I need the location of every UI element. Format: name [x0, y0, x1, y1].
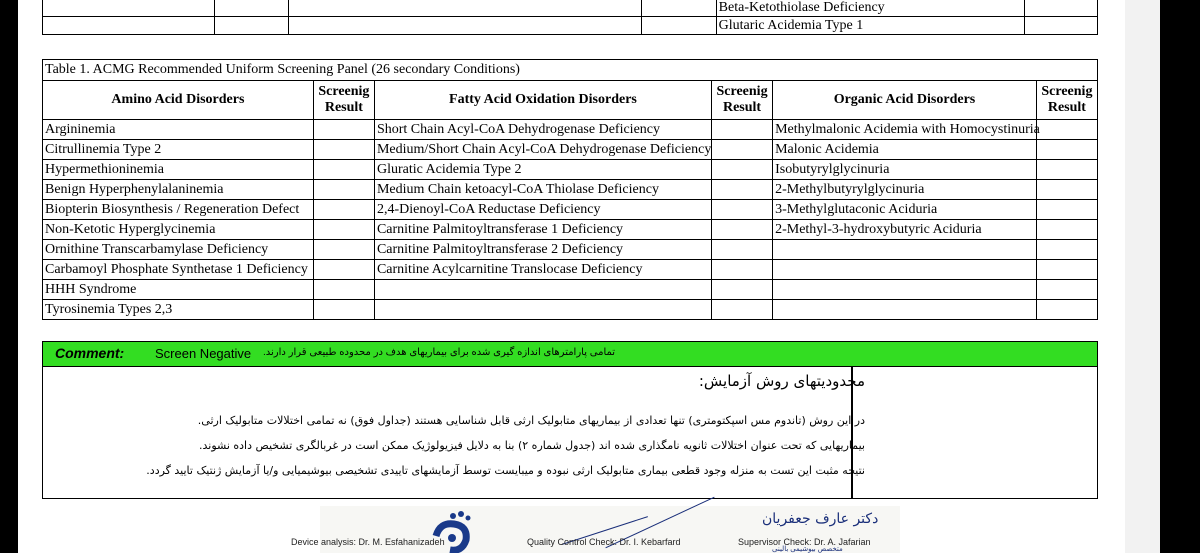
table-cell: 2,4-Dienoyl-CoA Reductase Deficiency	[374, 200, 711, 220]
table-cell	[374, 280, 711, 300]
comment-bar	[42, 341, 1098, 367]
table-cell	[773, 280, 1037, 300]
table-cell: Argininemia	[43, 120, 314, 140]
table-cell: 2-Methyl-3-hydroxybutyric Aciduria	[773, 220, 1037, 240]
screening-result-cell	[1036, 300, 1097, 320]
screening-result-cell	[313, 240, 374, 260]
screening-result-cell	[1036, 260, 1097, 280]
header-fatty: Fatty Acid Oxidation Disorders	[374, 81, 711, 120]
table-cell: Methylmalonic Acidemia with Homocystinuria	[773, 120, 1037, 140]
screening-result-cell	[313, 200, 374, 220]
table-row	[43, 120, 1098, 140]
table-row	[43, 240, 1098, 260]
table-cell: Non-Ketotic Hyperglycinemia	[43, 220, 314, 240]
screening-result-cell	[1036, 200, 1097, 220]
table-cell: Hypermethioninemia	[43, 160, 314, 180]
screening-result-cell	[712, 300, 773, 320]
comment-value: Screen Negative	[155, 346, 252, 361]
screening-result-cell	[712, 240, 773, 260]
screening-result-cell	[313, 220, 374, 240]
table-cell: HHH Syndrome	[43, 280, 314, 300]
header-screening-result: Screenig Result	[712, 81, 773, 120]
screening-result-cell	[313, 120, 374, 140]
screening-result-cell	[313, 300, 374, 320]
screening-result-cell	[1036, 120, 1097, 140]
table-cell: Medium/Short Chain Acyl-CoA Dehydrogenase Deficiency	[374, 140, 711, 160]
table-caption: Table 1. ACMG Recommended Uniform Screening Panel (26 secondary Conditions)	[43, 60, 1098, 81]
limitations-line: در این روش (تاندوم مس اسپکتومتری) تنها تعدادی از بیماریهای متابولیک ارثی قابل شناسایی هستند (جداول فوق) نه تمامی اختلالات متابولیک ارثی.	[197, 414, 865, 427]
table-row	[43, 0, 1098, 17]
screening-result-cell	[1036, 180, 1097, 200]
table-cell: Biopterin Biosynthesis / Regeneration Defect	[43, 200, 314, 220]
screening-result-cell	[313, 180, 374, 200]
table-cell: Beta-Ketothiolase Deficiency	[716, 0, 1025, 17]
table-cell: 2-Methylbutyrylglycinuria	[773, 180, 1037, 200]
table-cell: Medium Chain ketoacyl-CoA Thiolase Deficiency	[374, 180, 711, 200]
table-cell: Citrullinemia Type 2	[43, 140, 314, 160]
comment-note: تمامی پارامترهای اندازه گیری شده برای بیماریهای هدف در محدوده طبیعی قرار دارند.	[263, 347, 616, 358]
table-cell	[773, 300, 1037, 320]
screening-result-cell	[313, 160, 374, 180]
screening-result-cell	[712, 220, 773, 240]
quality-control-signature: Quality Control Check: Dr. I. Kebarfard	[527, 537, 681, 547]
table-row	[43, 220, 1098, 240]
table-row	[43, 140, 1098, 160]
screening-result-cell	[313, 280, 374, 300]
viewer-scrollbar-area[interactable]	[1125, 0, 1160, 553]
limitations-box	[42, 366, 1098, 499]
table-cell: Malonic Acidemia	[773, 140, 1037, 160]
table-cell: Isobutyrylglycinuria	[773, 160, 1037, 180]
header-screening-result: Screenig Result	[313, 81, 374, 120]
table-row	[43, 280, 1098, 300]
limitations-title: محدودیتهای روش آزمایش:	[698, 372, 865, 390]
screening-result-cell	[1036, 220, 1097, 240]
acmg-screening-table	[42, 59, 1098, 320]
screening-result-cell	[712, 200, 773, 220]
table-cell: Benign Hyperphenylalaninemia	[43, 180, 314, 200]
header-amino: Amino Acid Disorders	[43, 81, 314, 120]
device-analysis-signature: Device analysis: Dr. M. Esfahanizadeh	[291, 537, 445, 547]
table-cell: Carbamoyl Phosphate Synthetase 1 Deficiency	[43, 260, 314, 280]
screening-result-cell	[712, 120, 773, 140]
table-cell	[773, 240, 1037, 260]
table-row	[43, 260, 1098, 280]
supervisor-handwritten-name: دکتر عارف جعفریان	[762, 511, 879, 527]
table-cell	[374, 300, 711, 320]
table-cell: 3-Methylglutaconic Aciduria	[773, 200, 1037, 220]
table-row	[43, 180, 1098, 200]
table-row	[43, 160, 1098, 180]
screening-result-cell	[712, 260, 773, 280]
header-organic: Organic Acid Disorders	[773, 81, 1037, 120]
table-cell: Ornithine Transcarbamylase Deficiency	[43, 240, 314, 260]
table-row	[43, 17, 1098, 35]
table-cell: Short Chain Acyl-CoA Dehydrogenase Deficiency	[374, 120, 711, 140]
screening-result-cell	[1036, 240, 1097, 260]
limitations-line: بیماریهایی که تحت عنوان اختلالات ثانویه نامگذاری شده اند (جدول شماره ۲) بنا به دلایل فیزیولوژیک ممکن است در غربالگری تشخیص داده نشوند.	[199, 439, 865, 452]
screening-result-cell	[712, 140, 773, 160]
limitations-line: نتیجه مثبت این تست به منزله وجود قطعی بیماری متابولیک ارثی نبوده و میبایست توسط آزمایشهای تاییدی تشخیصی بیوشیمیایی و/یا آزمایش ژنتیک تایید گردد.	[146, 464, 865, 477]
table-cell: Gluratic Acidemia Type 2	[374, 160, 711, 180]
screening-result-cell	[1036, 160, 1097, 180]
table-cell	[773, 260, 1037, 280]
table-cell: Carnitine Acylcarnitine Translocase Deficiency	[374, 260, 711, 280]
table-cell: Carnitine Palmitoyltransferase 1 Deficiency	[374, 220, 711, 240]
table-row	[43, 300, 1098, 320]
comment-label: Comment:	[55, 345, 125, 361]
screening-result-cell	[313, 140, 374, 160]
screening-result-cell	[712, 280, 773, 300]
previous-table	[42, 0, 1098, 35]
table-cell: Tyrosinemia Types 2,3	[43, 300, 314, 320]
table-row	[43, 200, 1098, 220]
screening-result-cell	[1036, 280, 1097, 300]
screening-result-cell	[712, 160, 773, 180]
table-caption-row	[43, 60, 1098, 81]
table-cell: Glutaric Acidemia Type 1	[716, 17, 1025, 35]
table-header-row	[43, 81, 1098, 120]
screening-result-cell	[1036, 140, 1097, 160]
screening-result-cell	[712, 180, 773, 200]
supervisor-signature: Supervisor Check: Dr. A. Jafarian	[738, 537, 871, 547]
supervisor-title: متخصص بیوشیمی بالینی	[772, 546, 843, 553]
table-cell: Carnitine Palmitoyltransferase 2 Deficiency	[374, 240, 711, 260]
header-screening-result: Screenig Result	[1036, 81, 1097, 120]
screening-result-cell	[313, 260, 374, 280]
